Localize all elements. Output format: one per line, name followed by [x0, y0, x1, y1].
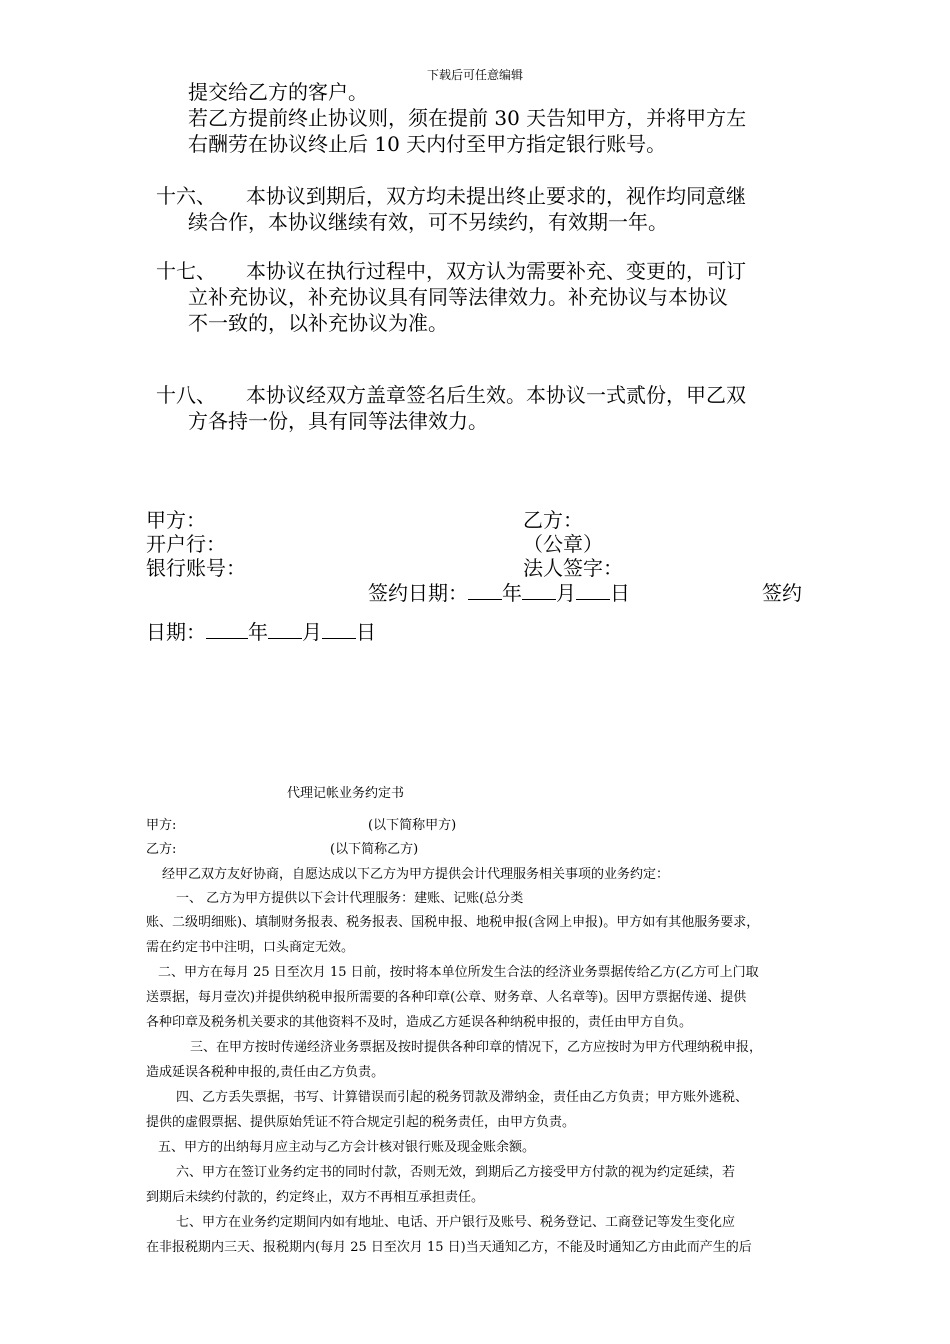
- sign-date-a: [368, 580, 630, 606]
- contract-intro: 经甲乙双方友好协商，自愿达成以下乙方为甲方提供会计代理服务相关事项的业务约定：: [162, 867, 670, 882]
- party-a-bank-label: 开户行：: [146, 532, 226, 556]
- sign-date-label: 日期：: [146, 620, 206, 644]
- text-line: 若乙方提前终止协议则，须在提前 30 天告知甲方，并将甲方左: [188, 106, 747, 130]
- party-b-label: 乙方：: [523, 508, 583, 532]
- day-label: 日: [610, 581, 630, 605]
- contract-text: 三、在甲方按时传递经济业务票据及按时提供各种印章的情况下，乙方应按时为甲方代理纳税申报，: [190, 1040, 763, 1055]
- sign-date-b-label: 签约: [762, 581, 802, 605]
- year-label: 年: [502, 581, 522, 605]
- contract-text: 七、甲方在业务约定期间内如有地址、电话、开户银行及账号、税务登记、工商登记等发生变化应: [176, 1215, 736, 1230]
- day-blank: [576, 581, 610, 600]
- party-b-seal-label: （公章）: [523, 532, 603, 556]
- party-b-note: (以下简称乙方): [330, 842, 419, 857]
- contract-text: 五、甲方的出纳每月应主动与乙方会计核对银行账及现金账余额。: [158, 1140, 536, 1155]
- contract-text: 一、 乙方为甲方提供以下会计代理服务：建账、记账(总分类: [176, 891, 524, 906]
- clause-text: 方各持一份，具有同等法律效力。: [188, 409, 488, 433]
- clause-text: 不一致的，以补充协议为准。: [188, 311, 448, 335]
- clause-number: 十六、: [156, 184, 216, 208]
- party-a-field-label: 甲方:: [146, 818, 177, 833]
- clause-text: 本协议经双方盖章签名后生效。本协议一式贰份，甲乙双: [246, 383, 746, 407]
- party-b-field-label: 乙方:: [146, 842, 177, 857]
- clause-text: 立补充协议，补充协议具有同等法律效力。补充协议与本协议: [188, 285, 728, 309]
- text-line: 提交给乙方的客户。: [188, 80, 368, 104]
- month-label: 月: [556, 581, 576, 605]
- contract-text: 到期后未续约付款的，约定终止，双方不再相互承担责任。: [146, 1190, 485, 1205]
- party-b-legal-label: 法人签字：: [523, 556, 623, 580]
- contract-text: 送票据，每月壹次)并提供纳税申报所需要的各种印章(公章、财务章、人名章等)。因甲方票据传递、提供: [146, 990, 747, 1005]
- party-a-account-label: 银行账号：: [146, 556, 246, 580]
- month-blank: [522, 581, 556, 600]
- year-blank: [468, 581, 502, 600]
- clause-text: 本协议在执行过程中，双方认为需要补充、变更的，可订: [246, 259, 746, 283]
- month-label: 月: [302, 620, 322, 644]
- month-blank: [268, 620, 302, 639]
- contract-text: 六、甲方在签订业务约定书的同时付款，否则无效，到期后乙方接受甲方付款的视为约定延续，若: [176, 1165, 736, 1180]
- contract-text: 二、甲方在每月 25 日至次月 15 日前，按时将本单位所发生合法的经济业务票据传给乙方(乙方可上门取: [158, 965, 759, 980]
- party-a-label: 甲方：: [146, 508, 206, 532]
- contract-text: 各种印章及税务机关要求的其他资料不及时，造成乙方延误各种纳税申报的，责任由甲方自负。: [146, 1015, 693, 1030]
- contract-text: 账、二级明细账)、填制财务报表、税务报表、国税申报、地税申报(含网上申报)。甲方如有其他服务要求，: [146, 915, 760, 930]
- year-label: 年: [248, 620, 268, 644]
- sign-date-label: 签约日期：: [368, 581, 468, 605]
- contract-title: 代理记帐业务约定书: [287, 786, 405, 801]
- party-a-note: (以下简称甲方): [368, 818, 457, 833]
- clause-number: 十七、: [156, 259, 216, 283]
- day-label: 日: [356, 620, 376, 644]
- page-header: 下载后可任意编辑: [426, 68, 523, 82]
- text-line: 右酬劳在协议终止后 10 天内付至甲方指定银行账号。: [188, 132, 667, 156]
- year-blank: [206, 620, 248, 639]
- day-blank: [322, 620, 356, 639]
- contract-text: 需在约定书中注明，口头商定无效。: [146, 940, 355, 955]
- contract-text: 四、乙方丢失票据，书写、计算错误而引起的税务罚款及滞纳金，责任由乙方负责；甲方账外逃税、: [176, 1090, 749, 1105]
- clause-text: 本协议到期后，双方均未提出终止要求的，视作均同意继: [246, 184, 746, 208]
- contract-text: 提供的虚假票据、提供原始凭证不符合规定引起的税务责任，由甲方负责。: [146, 1115, 576, 1130]
- clause-text: 续合作，本协议继续有效，可不另续约，有效期一年。: [188, 210, 668, 234]
- sign-date-b: [146, 619, 376, 645]
- contract-text: 造成延误各税种申报的,责任由乙方负责。: [146, 1065, 385, 1080]
- contract-text: 在非报税期内三天、报税期内(每月 25 日至次月 15 日)当天通知乙方，不能及时通知乙方由此而产生的后: [146, 1240, 752, 1255]
- clause-number: 十八、: [156, 383, 216, 407]
